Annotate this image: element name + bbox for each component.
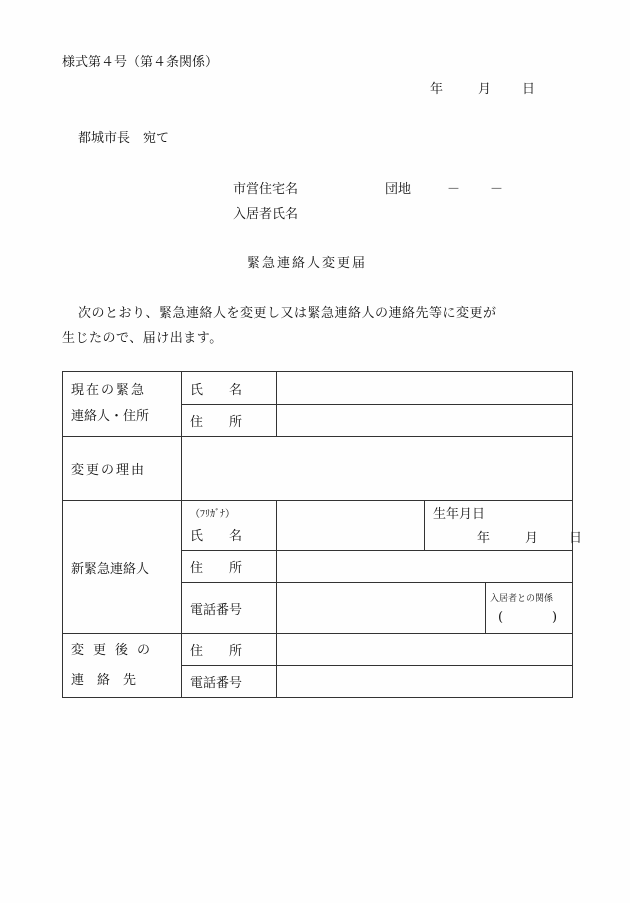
date-month: 月 (478, 82, 492, 97)
after-phone-label: 電話番号 (182, 666, 277, 698)
address-label: 住 所 (182, 405, 277, 437)
form-number: 様式第４号（第４条関係） (62, 55, 219, 70)
relation-cell[interactable]: 入居者との関係 ( ) (485, 583, 572, 633)
relation-label: 入居者との関係 (490, 594, 554, 604)
body-line-1: 次のとおり、緊急連絡人を変更し又は緊急連絡人の連絡先等に変更が (78, 306, 497, 321)
dash-1: － (447, 182, 461, 197)
after-address-field[interactable] (277, 634, 573, 666)
danchi-label: 団地 (385, 182, 412, 197)
date-year: 年 (430, 82, 444, 97)
housing-label: 市営住宅名 (233, 182, 299, 197)
after-address-label: 住 所 (182, 634, 277, 666)
reason-field[interactable] (182, 437, 573, 501)
body-line-2: 生じたので、届け出ます。 (62, 331, 223, 346)
new-address-field[interactable] (277, 551, 573, 583)
addressee: 都城市長 宛て (78, 131, 170, 146)
contact-change-table (62, 371, 583, 698)
current-contact-label: 現在の緊急 連絡人・住所 (63, 372, 182, 437)
resident-label: 入居者氏名 (233, 207, 299, 222)
new-contact-label: 新緊急連絡人 (63, 501, 182, 634)
after-phone-field[interactable] (277, 666, 573, 698)
name-label: 氏 名 (182, 372, 277, 405)
furigana-name-label: （ﾌﾘｶﾞﾅ） 氏 名 (182, 501, 277, 551)
document-title: 緊急連絡人変更届 (247, 256, 368, 271)
new-phone-cell[interactable] (277, 583, 573, 634)
dash-2: － (490, 182, 504, 197)
date-day: 日 (522, 82, 536, 97)
birthdate-cell[interactable]: 生年月日 年 月 日 (425, 501, 573, 551)
current-name-field[interactable] (277, 372, 573, 405)
birthdate-label: 生年月日 (433, 506, 486, 522)
after-change-label: 変更後の 連 絡 先 (63, 634, 182, 698)
new-address-label: 住 所 (182, 551, 277, 583)
new-name-field[interactable] (277, 501, 425, 551)
phone-label: 電話番号 (182, 583, 277, 634)
current-address-field[interactable] (277, 405, 573, 437)
reason-label: 変更の理由 (63, 437, 182, 501)
new-phone-field[interactable] (277, 583, 485, 633)
